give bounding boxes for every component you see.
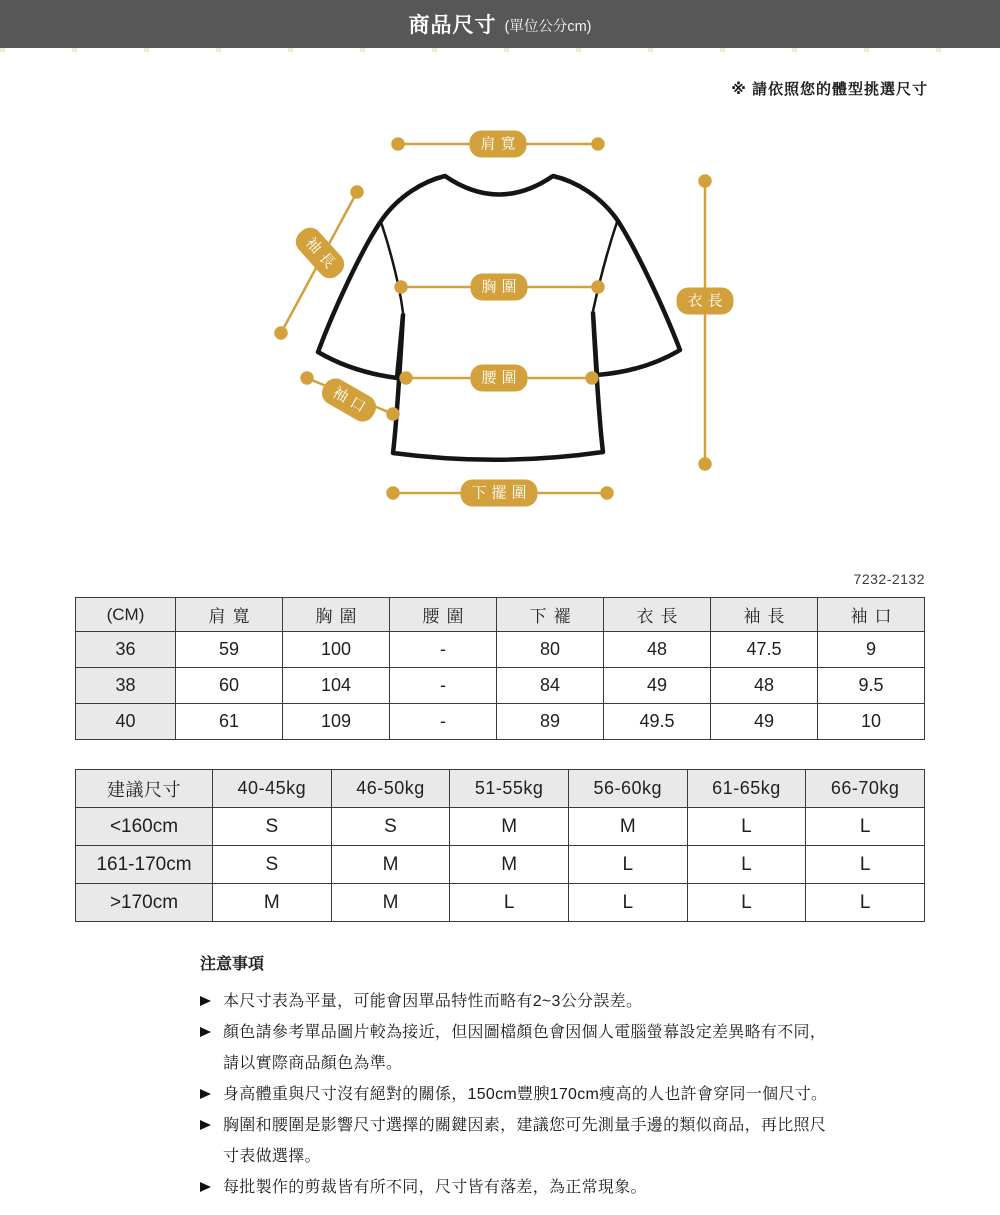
suggest-row-161-170 [76,846,925,884]
suggest-header-weight: 56-60kg [568,770,687,808]
size-cell: 80 [497,632,604,668]
size-cell: 59 [176,632,283,668]
size-cell: 9.5 [818,668,925,704]
bullet-arrow-icon [200,1089,211,1099]
note-text: 本尺寸表為平量，可能會因單品特性而略有2~3公分誤差。 [223,993,643,1010]
height-label: <160cm [76,808,213,846]
size-label: 36 [76,632,176,668]
size-label: 40 [76,704,176,740]
note-item [200,1079,840,1110]
suggest-row-over170 [76,884,925,922]
fit-note: ※ 請依照您的體型挑選尺寸 [731,81,928,98]
bullet-arrow-icon [200,1182,211,1192]
suggest-cell: M [450,808,569,846]
size-table [75,597,925,740]
size-cell: 49.5 [604,704,711,740]
suggest-cell: S [213,846,332,884]
height-label: >170cm [76,884,213,922]
notes-heading: 注意事項 [200,956,265,973]
suggest-header-weight: 46-50kg [331,770,450,808]
size-table-header-waist: 腰圍 [390,598,497,632]
note-text: 顏色請參考單品圖片較為接近，但因圖檔顏色會因個人電腦螢幕設定差異略有不同，請以實際商品顏色為準。 [223,1024,827,1072]
size-table-header-cm: (CM) [76,598,176,632]
measure-label-hem: 下擺圍 [460,480,537,507]
size-cell: 49 [711,704,818,740]
size-table-row-40 [76,704,925,740]
size-cell: - [390,704,497,740]
suggest-cell: L [687,808,806,846]
suggest-cell: L [806,884,925,922]
note-item [200,1172,840,1203]
size-cell: 100 [283,632,390,668]
suggest-cell: L [568,846,687,884]
unit-label: (單位公分cm) [504,19,592,35]
size-table-header-sleeve: 袖長 [711,598,818,632]
size-cell: 10 [818,704,925,740]
bullet-arrow-icon [200,996,211,1006]
size-cell: - [390,668,497,704]
page-title: 商品尺寸 [408,14,497,37]
suggest-cell: L [806,808,925,846]
measure-line-body-length [700,176,711,470]
size-table-header-length: 衣長 [604,598,711,632]
measure-label-sleeve-length: 袖長 [291,223,349,283]
measure-label-chest: 胸圍 [470,274,527,301]
product-code: 7232-2132 [853,571,925,587]
size-cell: 48 [604,632,711,668]
size-cell: 89 [497,704,604,740]
size-cell: 9 [818,632,925,668]
suggest-header-title: 建議尺寸 [76,770,213,808]
suggest-cell: L [450,884,569,922]
notes-list [200,986,850,1203]
size-cell: 109 [283,704,390,740]
suggest-cell: M [568,808,687,846]
size-cell: - [390,632,497,668]
size-table-row-38 [76,668,925,704]
suggest-cell: S [213,808,332,846]
suggest-cell: S [331,808,450,846]
suggest-row-under160 [76,808,925,846]
note-item [200,986,840,1017]
size-table-header-chest: 胸圍 [283,598,390,632]
suggest-cell: M [450,846,569,884]
measure-label-waist: 腰圍 [470,365,527,392]
shirt-outline [318,176,680,460]
note-text: 身高體重與尺寸沒有絕對的關係，150cm豐腴170cm瘦高的人也許會穿同一個尺寸。 [223,1086,828,1103]
size-cell: 84 [497,668,604,704]
size-table-row-36 [76,632,925,668]
size-cell: 104 [283,668,390,704]
size-cell: 61 [176,704,283,740]
note-text: 胸圍和腰圍是影響尺寸選擇的關鍵因素，建議您可先測量手邊的類似商品，再比照尺寸表做選擇。 [223,1117,827,1165]
measure-label-body-length: 衣長 [676,288,733,315]
measure-label-shoulder: 肩寬 [469,131,526,158]
bullet-arrow-icon [200,1027,211,1037]
note-item [200,1110,840,1172]
size-table-header-shoulder: 肩寬 [176,598,283,632]
suggest-cell: M [213,884,332,922]
size-cell: 49 [604,668,711,704]
measure-label-cuff: 袖口 [318,374,381,426]
suggest-header-weight: 66-70kg [806,770,925,808]
size-table-header-cuff: 袖口 [818,598,925,632]
suggest-cell: L [806,846,925,884]
suggest-cell: L [568,884,687,922]
size-diagram [0,0,1000,560]
size-table-header-hem: 下襬 [497,598,604,632]
size-cell: 48 [711,668,818,704]
suggest-table [75,769,925,922]
height-label: 161-170cm [76,846,213,884]
suggest-cell: M [331,884,450,922]
notes-section [200,951,850,1203]
suggest-header-weight: 40-45kg [213,770,332,808]
note-item [200,1017,840,1079]
size-table-header-row [76,598,925,632]
bullet-arrow-icon [200,1120,211,1130]
size-cell: 60 [176,668,283,704]
suggest-cell: M [331,846,450,884]
size-label: 38 [76,668,176,704]
suggest-table-header-row [76,770,925,808]
suggest-header-weight: 51-55kg [450,770,569,808]
suggest-header-weight: 61-65kg [687,770,806,808]
note-text: 每批製作的剪裁皆有所不同，尺寸皆有落差，為正常現象。 [223,1179,647,1196]
suggest-cell: L [687,884,806,922]
suggest-cell: L [687,846,806,884]
size-cell: 47.5 [711,632,818,668]
